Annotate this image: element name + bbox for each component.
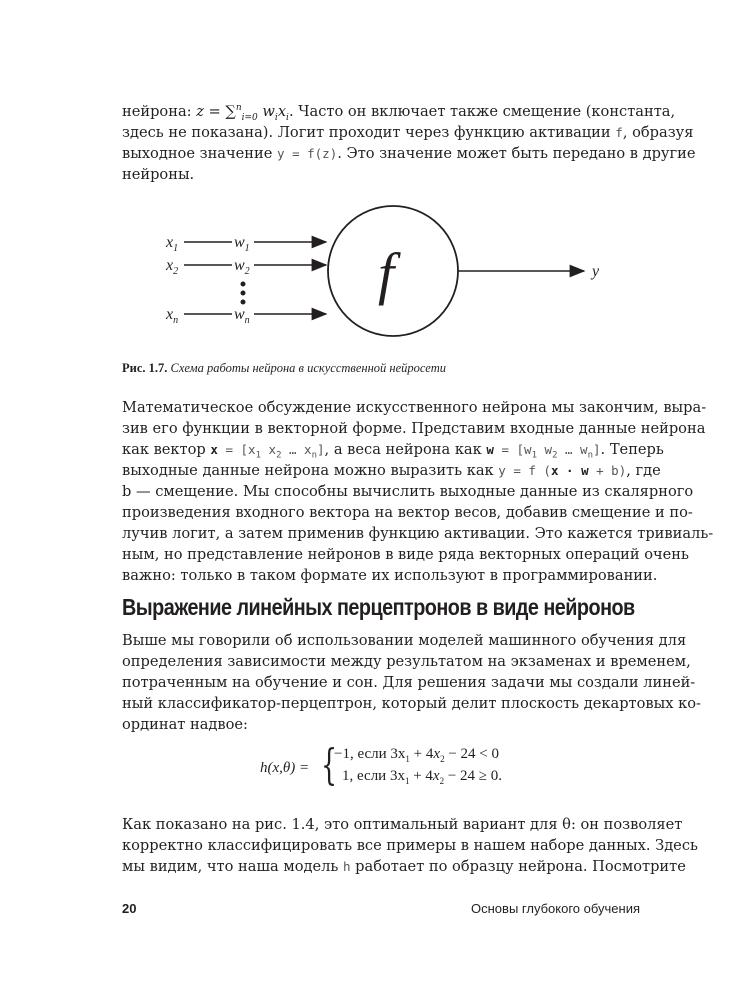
formula-brace: { <box>321 740 338 789</box>
weight-w2: $w_2$ <box>234 257 250 277</box>
output-y: y <box>592 263 600 280</box>
formula-case-2: 1, если $3x_1 + 4x_2 - 24 \ge 0$. <box>342 768 503 786</box>
running-title: Основы глубокого обучения <box>471 901 640 916</box>
sum-formula: z = ∑$^n_{i=0}$ $w_ix_i$ <box>196 103 289 123</box>
ellipsis-dots <box>241 282 246 305</box>
conclusion-paragraph: Как показано на рис. 1.4, это оптимальный вариант для θ: он позволяет корректно классифицировать все примеры в нашем наборе данных. Здесь мы видим, что наша модель h работает по образцу нейрона. Посмотрите <box>122 816 698 875</box>
intro-paragraph: нейрона: z = ∑$^n_{i=0}$ $w_ix_i$. Часто он включает также смещение (константа, здесь не показана). Логит проходит через функцию активации f, образуя выходное значение y = f(z). Это значение может быть передано в другие нейроны. <box>122 103 696 183</box>
input-xn: $x_n$ <box>166 306 179 326</box>
perceptron-paragraph: Выше мы говорили об использовании моделей машинного обучения для определения зависимости между результатом на экзаменах и временем, потраченным на обучение и сон. Для решения задачи мы создали линей- ный классификатор-перцептрон, который делит плоскость декартовых ко- ординат надвое: <box>122 632 701 733</box>
weight-wn: $w_n$ <box>234 306 250 326</box>
neuron-diagram <box>150 190 630 340</box>
formula-case-1: −1, если $3x_1 + 4x_2 - 24 < 0$ <box>334 746 499 764</box>
figure-caption: Рис. 1.7. Схема работы нейрона в искусственной нейросети <box>122 361 446 375</box>
section-heading: Выражение линейных перцептронов в виде нейронов <box>122 594 635 620</box>
weight-w1: $w_1$ <box>234 234 250 254</box>
page-number: 20 <box>122 901 137 916</box>
activation-f: f <box>378 241 395 306</box>
input-x1: $x_1$ <box>166 234 179 254</box>
input-x2: $x_2$ <box>166 257 179 277</box>
formula-lhs: h(x,θ) = <box>260 760 310 776</box>
vector-paragraph: Математическое обсуждение искусственного нейрона мы закончим, выра- зив его функции в векторной форме. Представим входные данные нейрона как вектор $x = [x_1$ $x_2$ … $x_n$], а веса нейрона как $w = [w_1$ $w_2$ … $w_n$]. Теперь выходные данные нейрона можно выразить как y = f (x · w + b), где b — смещение. Мы способны вычислить выходные данные из скалярного произведения входного вектора на вектор весов, добавив смещение и по- лучив логит, а затем применив функцию активации. Это кажется тривиаль- ным, но представление нейронов в виде ряда векторных операций очень важно: только в таком формате их используют в программировании. <box>122 399 714 584</box>
